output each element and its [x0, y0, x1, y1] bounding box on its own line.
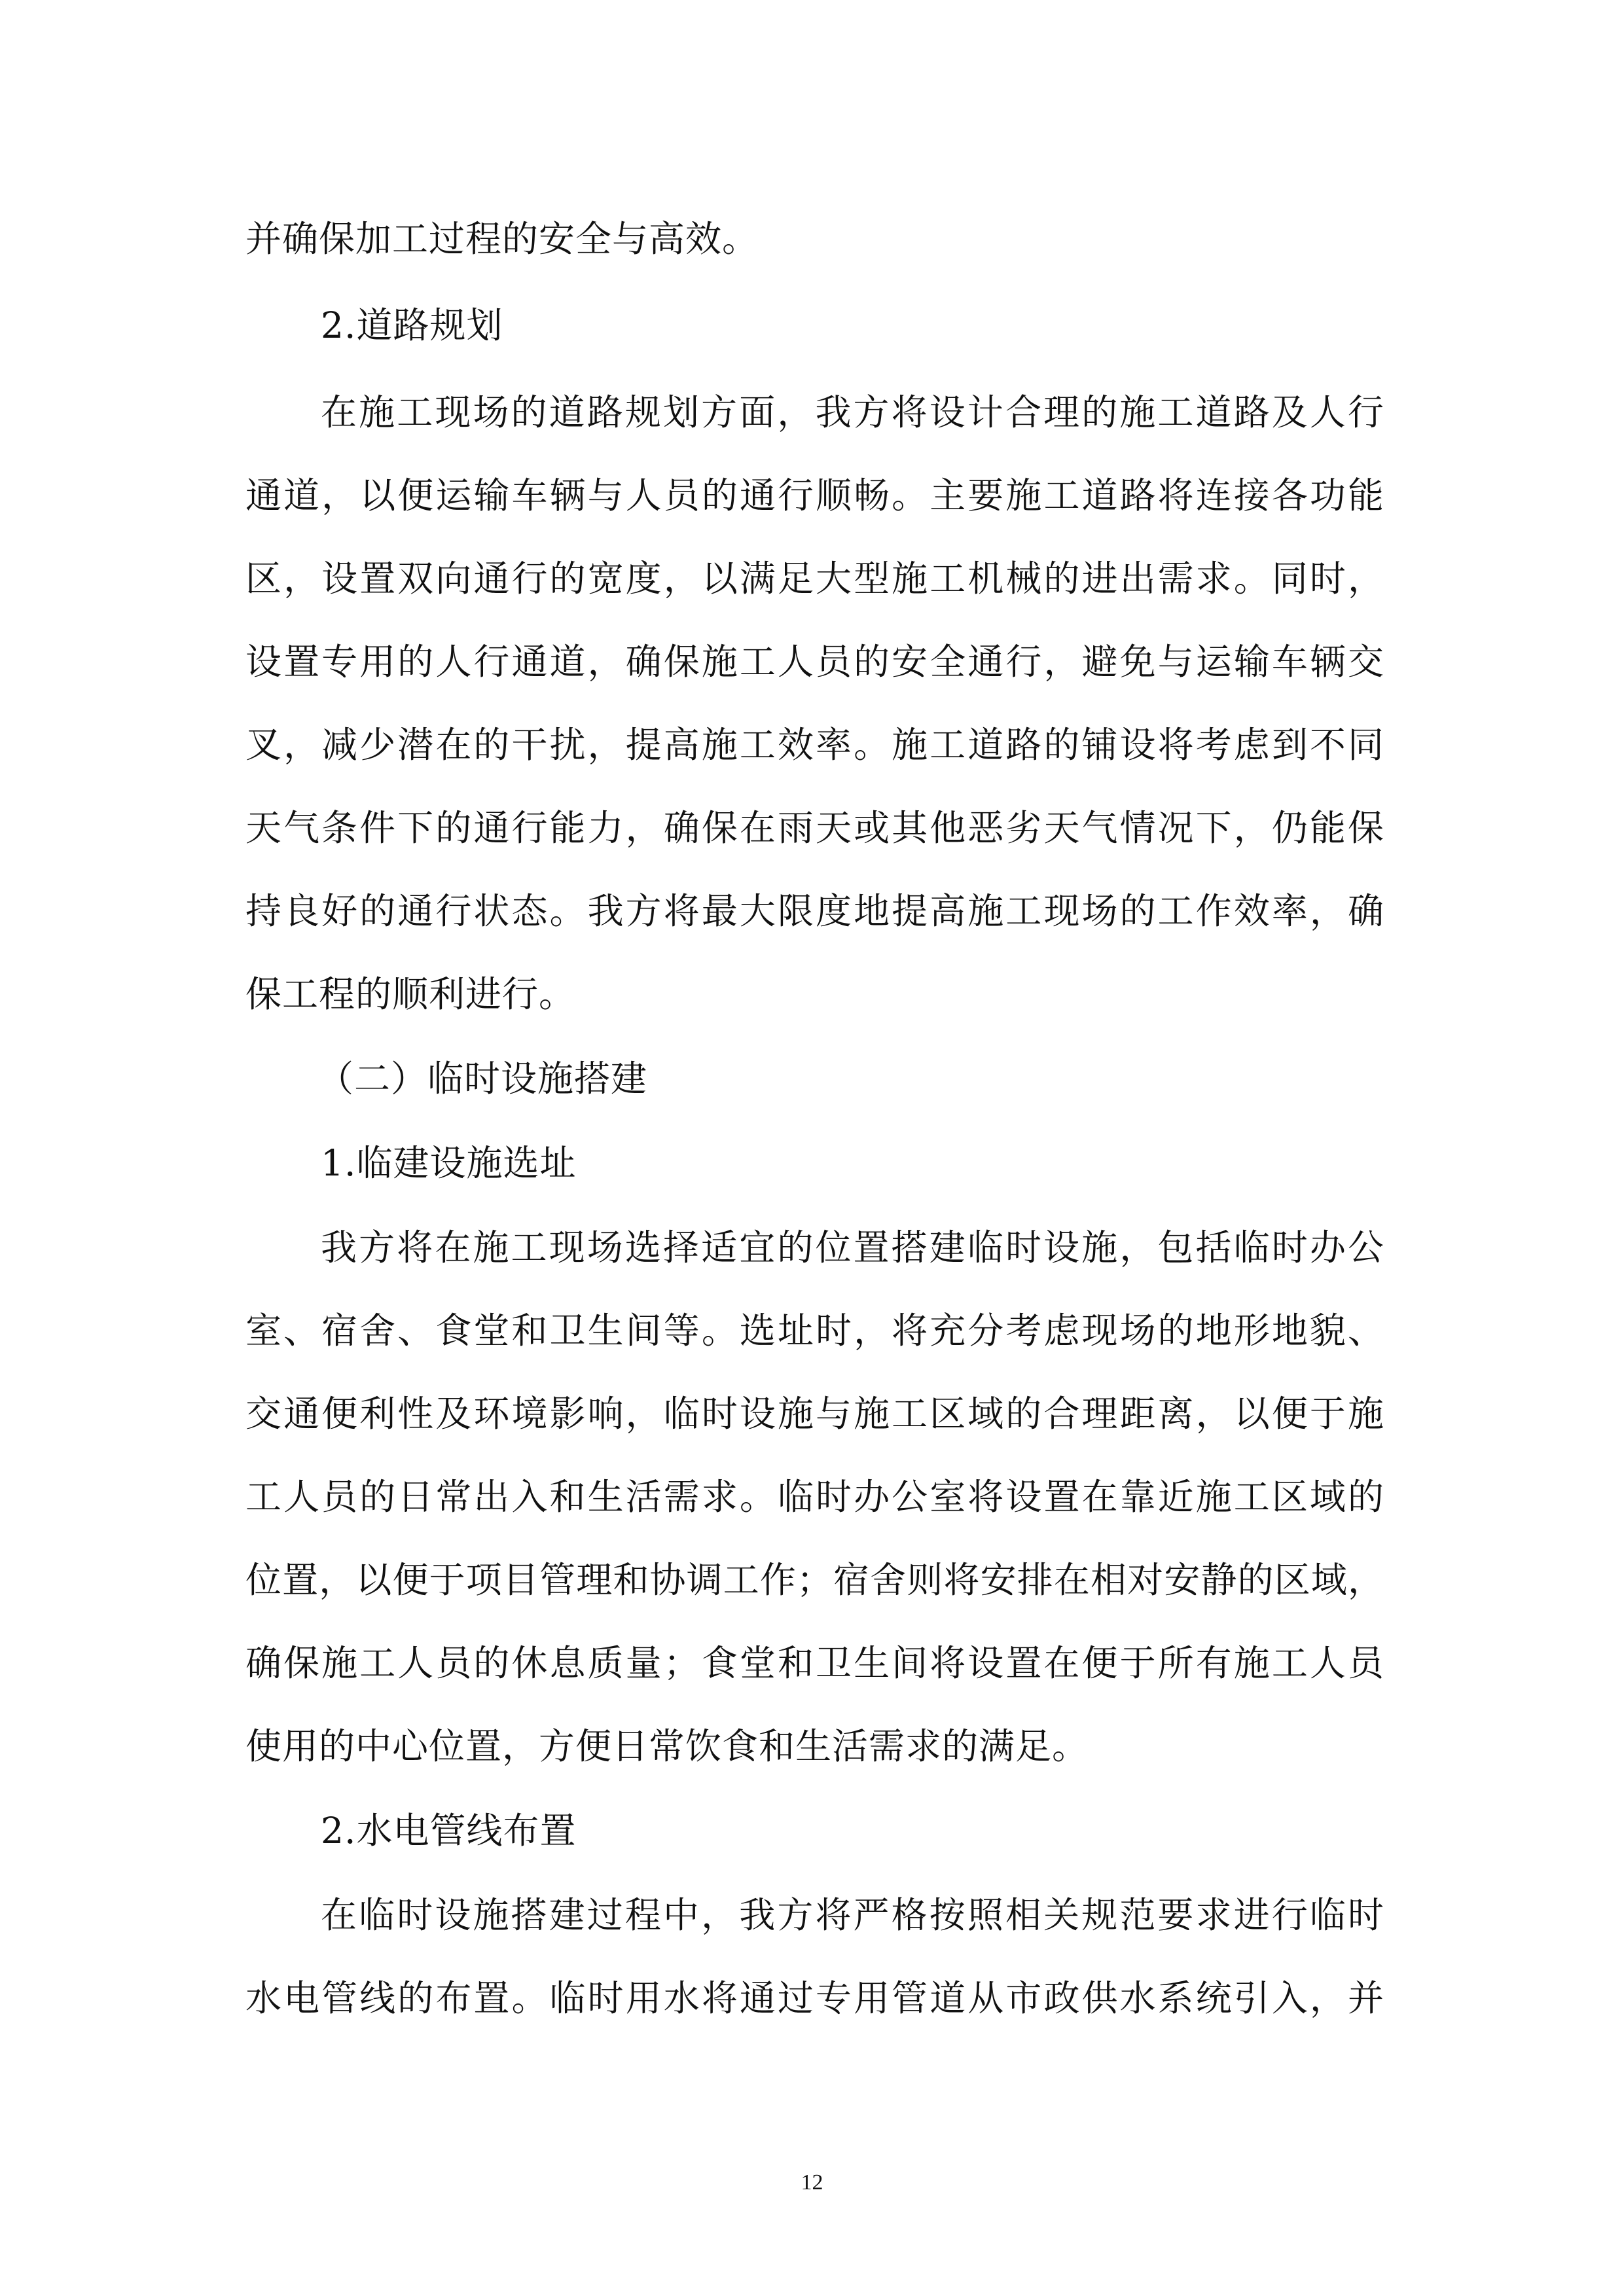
section-heading-utilities: 2.水电管线布置: [321, 1810, 577, 1852]
page-number: 12: [801, 2170, 823, 2195]
paragraph-line: 区，设置双向通行的宽度，以满足大型施工机械的进出需求。同时，: [245, 558, 1384, 600]
paragraph-line: 持良好的通行状态。我方将最大限度地提高施工现场的工作效率，确: [245, 890, 1384, 932]
paragraph-line: 天气条件下的通行能力，确保在雨天或其他恶劣天气情况下，仍能保: [245, 807, 1384, 849]
paragraph-line: 并确保加工过程的安全与高效。: [245, 218, 759, 260]
section-heading-temporary-facilities: （二）临时设施搭建: [317, 1058, 648, 1100]
paragraph-line: 我方将在施工现场选择适宜的位置搭建临时设施，包括临时办公: [321, 1227, 1384, 1268]
paragraph-line: 在临时设施搭建过程中，我方将严格按照相关规范要求进行临时: [321, 1894, 1384, 1936]
paragraph-line: 位置，以便于项目管理和协调工作；宿舍则将安排在相对安静的区域，: [245, 1559, 1384, 1601]
section-heading-road-planning: 2.道路规划: [321, 304, 503, 346]
paragraph-line: 确保施工人员的休息质量；食堂和卫生间将设置在便于所有施工人员: [245, 1642, 1384, 1684]
paragraph-line: 叉，减少潜在的干扰，提高施工效率。施工道路的铺设将考虑到不同: [245, 724, 1384, 766]
paragraph-line: 交通便利性及环境影响，临时设施与施工区域的合理距离，以便于施: [245, 1393, 1384, 1435]
paragraph-line: 在施工现场的道路规划方面，我方将设计合理的施工道路及人行: [321, 391, 1384, 433]
paragraph-line: 使用的中心位置，方便日常饮食和生活需求的满足。: [245, 1725, 1089, 1767]
paragraph-line: 室、宿舍、食堂和卫生间等。选址时，将充分考虑现场的地形地貌、: [245, 1310, 1384, 1352]
paragraph-line: 通道，以便运输车辆与人员的通行顺畅。主要施工道路将连接各功能: [245, 475, 1384, 516]
section-heading-site-selection: 1.临建设施选址: [321, 1142, 577, 1184]
paragraph-line: 水电管线的布置。临时用水将通过专用管道从市政供水系统引入，并: [245, 1977, 1384, 2019]
paragraph-line: 保工程的顺利进行。: [245, 973, 576, 1015]
paragraph-line: 工人员的日常出入和生活需求。临时办公室将设置在靠近施工区域的: [245, 1476, 1384, 1518]
paragraph-line: 设置专用的人行通道，确保施工人员的安全通行，避免与运输车辆交: [245, 641, 1384, 683]
